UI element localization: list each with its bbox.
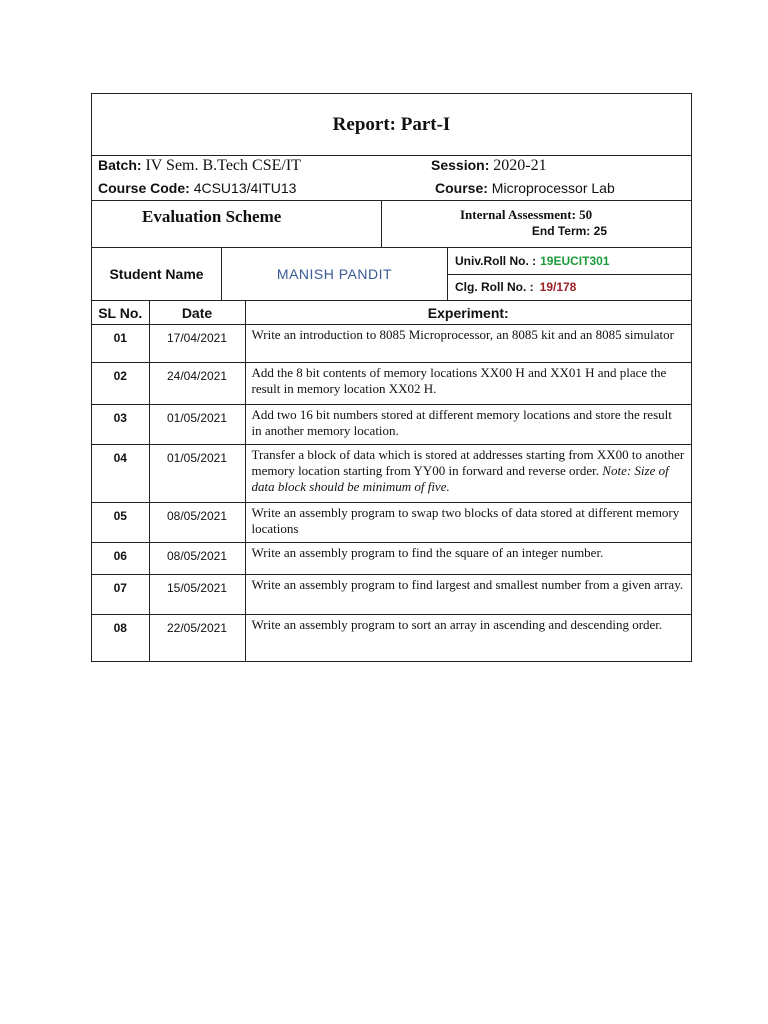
sl-cell: 06 [92,543,149,575]
experiment-cell [245,405,691,445]
date-cell: 01/05/2021 [149,445,245,503]
experiment-text: Transfer a block of data which is stored at addresses starting from XX00 to another memory location starting from YY00 in forward and reverse order. [251,447,685,478]
student-row [92,248,691,301]
clg-roll-value: 19/178 [539,280,577,295]
sl-cell: 01 [92,325,149,363]
sl-cell: 07 [92,575,149,615]
univ-roll-label: Univ.Roll No. : [455,253,537,268]
univ-roll-value: 19EUCIT301 [540,253,610,268]
experiment-header: Experiment: [245,301,691,325]
date-cell: 08/05/2021 [149,503,245,543]
experiment-cell [245,325,691,363]
experiment-cell [245,363,691,405]
sl-cell: 02 [92,363,149,405]
date-cell: 15/05/2021 [149,575,245,615]
experiment-text: Write an assembly program to sort an array in ascending and descending order. [251,617,663,632]
experiment-text: Write an assembly program to find the square of an integer number. [251,545,604,560]
univ-roll-line [448,248,691,274]
report-title: Report: Part-I [332,113,451,135]
sl-cell: 04 [92,445,149,503]
date-cell: 01/05/2021 [149,405,245,445]
title-row [92,94,691,156]
experiment-cell [245,575,691,615]
sl-cell: 08 [92,615,149,661]
sl-header: SL No. [92,301,149,325]
experiment-text: Write an introduction to 8085 Microprocessor, an 8085 kit and an 8085 simulator [251,327,674,342]
course-value: Microprocessor Lab [491,180,615,196]
table-row [92,325,691,363]
course-label: Course: [435,180,488,196]
experiment-text: Write an assembly program to find largest and smallest number from a given array. [251,577,684,592]
clg-roll-label: Clg. Roll No. : [455,280,534,295]
roll-numbers [448,248,691,300]
student-name-label: Student Name [92,248,222,300]
experiment-cell [245,543,691,575]
batch-value: IV Sem. B.Tech CSE/IT [145,157,301,174]
batch-course-row [92,156,691,201]
table-row [92,615,691,661]
sl-cell: 05 [92,503,149,543]
experiment-cell [245,445,691,503]
batch-field [98,157,301,175]
experiment-cell [245,503,691,543]
session-field [431,157,547,175]
table-row [92,543,691,575]
date-cell: 17/04/2021 [149,325,245,363]
evaluation-scheme-label: Evaluation Scheme [92,201,382,247]
end-term: End Term: 25 [531,224,607,238]
experiments-table [92,301,691,661]
date-cell: 08/05/2021 [149,543,245,575]
date-cell: 22/05/2021 [149,615,245,661]
experiment-text: Add two 16 bit numbers stored at different memory locations and store the result in another memory location. [251,407,672,438]
report-document [91,93,692,662]
experiment-note: Note: Size of data block should be minimum of five. [251,463,669,494]
table-row [92,405,691,445]
course-code-field [98,180,296,196]
course-code-value: 4CSU13/4ITU13 [193,180,297,196]
table-row [92,503,691,543]
table-row [92,363,691,405]
session-label: Session: [431,157,490,173]
table-row [92,445,691,503]
table-row [92,575,691,615]
student-name-value: MANISH PANDIT [222,248,448,300]
evaluation-row [92,201,691,248]
batch-label: Batch: [98,157,142,173]
sl-cell: 03 [92,405,149,445]
experiment-cell [245,615,691,661]
course-field [435,180,615,196]
date-header: Date [149,301,245,325]
experiment-text: Write an assembly program to swap two blocks of data stored at different memory locations [251,505,680,536]
clg-roll-line [448,274,691,301]
date-cell: 24/04/2021 [149,363,245,405]
evaluation-marks [382,201,691,247]
course-code-label: Course Code: [98,180,190,196]
experiment-text: Add the 8 bit contents of memory locations XX00 H and XX01 H and place the result in memory location XX02 H. [251,365,667,396]
session-value: 2020-21 [493,157,547,174]
table-header-row [92,301,691,325]
internal-assessment: Internal Assessment: 50 [460,207,593,222]
